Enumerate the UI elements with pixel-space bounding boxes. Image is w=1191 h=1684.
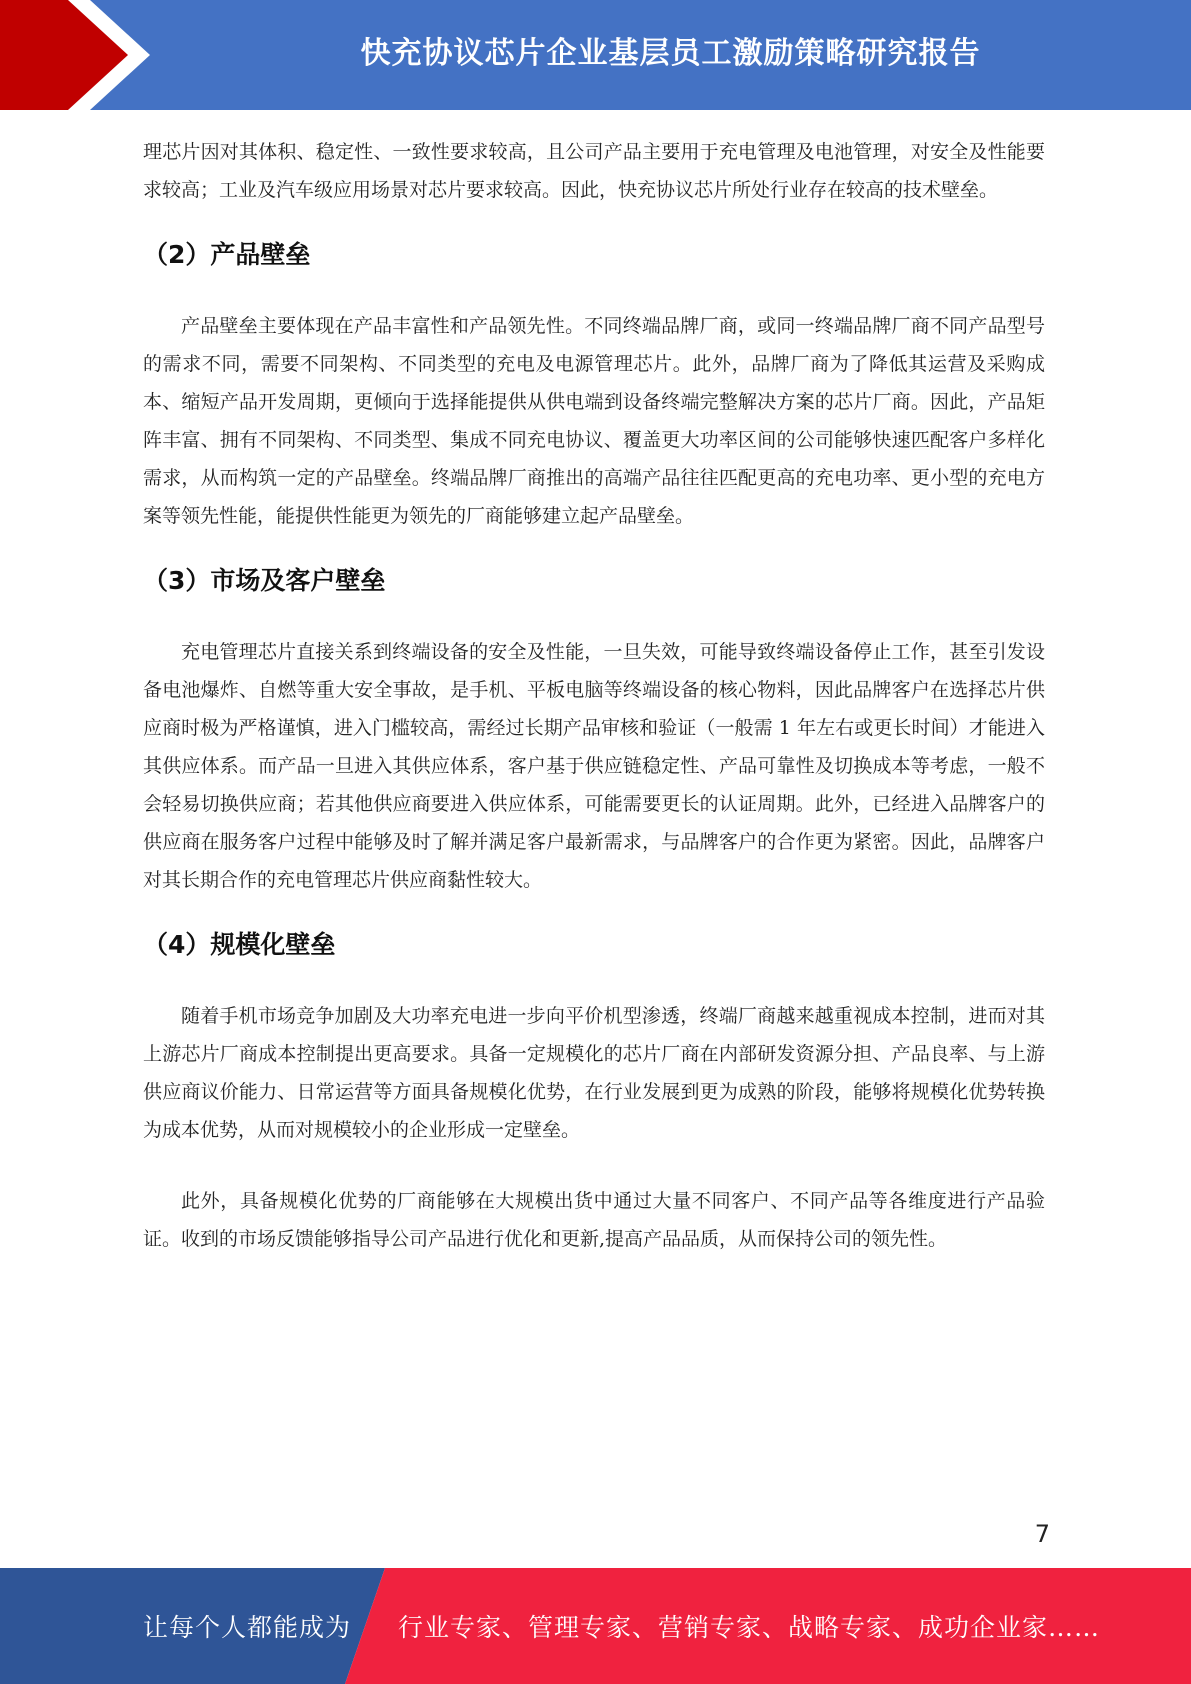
section-heading-scale-barrier: （4）规模化壁垒 <box>143 930 336 959</box>
footer-slogan-left: 让每个人都能成为 <box>143 1613 352 1642</box>
footer-slogan-right: 行业专家、管理专家、营销专家、战略专家、成功企业家…… <box>398 1613 1101 1642</box>
header-chevron-decoration <box>0 0 160 110</box>
chevron-red <box>0 0 128 110</box>
paragraph-intro: 理芯片因对其体积、稳定性、一致性要求较高，且公司产品主要用于充电管理及电池管理，对安全及性能要求较高；工业及汽车级应用场景对芯片要求较高。因此，快充协议芯片所处行业存在较高的技术壁垒。 <box>143 141 1045 201</box>
section-heading-product-barrier: （2）产品壁垒 <box>143 240 311 269</box>
page-header <box>0 0 1191 110</box>
section-heading-market-customer-barrier: （3）市场及客户壁垒 <box>143 566 386 595</box>
page-number: 7 <box>1034 1520 1050 1548</box>
paragraph-market-customer-barrier: 充电管理芯片直接关系到终端设备的安全及性能，一旦失效，可能导致终端设备停止工作，甚至引发设备电池爆炸、自燃等重大安全事故，是手机、平板电脑等终端设备的核心物料，因此品牌客户在选择芯片供应商时极为严格谨慎，进入门槛较高，需经过长期产品审核和验证（一般需 1 年左右或更长时间）才能进入其供应体系。而产品一旦进入其供应体系，客户基于供应链稳定性、产品可靠性及切换成本等考虑，一般不会轻易切换供应商；若其他供应商要进入供应体系，可能需要更长的认证周期。此外，已经进入品牌客户的供应商在服务客户过程中能够及时了解并满足客户最新需求，与品牌客户的合作更为紧密。因此，品牌客户对其长期合作的充电管理芯片供应商黏性较大。 <box>143 641 1045 891</box>
page-footer <box>0 1568 1191 1684</box>
document-body <box>143 133 1045 1258</box>
paragraph-product-barrier: 产品壁垒主要体现在产品丰富性和产品领先性。不同终端品牌厂商，或同一终端品牌厂商不同产品型号的需求不同，需要不同架构、不同类型的充电及电源管理芯片。此外，品牌厂商为了降低其运营及采购成本、缩短产品开发周期，更倾向于选择能提供从供电端到设备终端完整解决方案的芯片厂商。因此，产品矩阵丰富、拥有不同架构、不同类型、集成不同充电协议、覆盖更大功率区间的公司能够快速匹配客户多样化需求，从而构筑一定的产品壁垒。终端品牌厂商推出的高端产品往往匹配更高的充电功率、更小型的充电方案等领先性能，能提供性能更为领先的厂商能够建立起产品壁垒。 <box>143 315 1045 527</box>
paragraph-scale-barrier-1: 随着手机市场竞争加剧及大功率充电进一步向平价机型渗透，终端厂商越来越重视成本控制，进而对其上游芯片厂商成本控制提出更高要求。具备一定规模化的芯片厂商在内部研发资源分担、产品良率、与上游供应商议价能力、日常运营等方面具备规模化优势，在行业发展到更为成熟的阶段，能够将规模化优势转换为成本优势，从而对规模较小的企业形成一定壁垒。 <box>143 1005 1045 1141</box>
paragraph-scale-barrier-2: 此外，具备规模化优势的厂商能够在大规模出货中通过大量不同客户、不同产品等各维度进行产品验证。收到的市场反馈能够指导公司产品进行优化和更新,提高产品品质，从而保持公司的领先性。 <box>143 1190 1045 1250</box>
header-title: 快充协议芯片企业基层员工激励策略研究报告 <box>360 36 981 71</box>
